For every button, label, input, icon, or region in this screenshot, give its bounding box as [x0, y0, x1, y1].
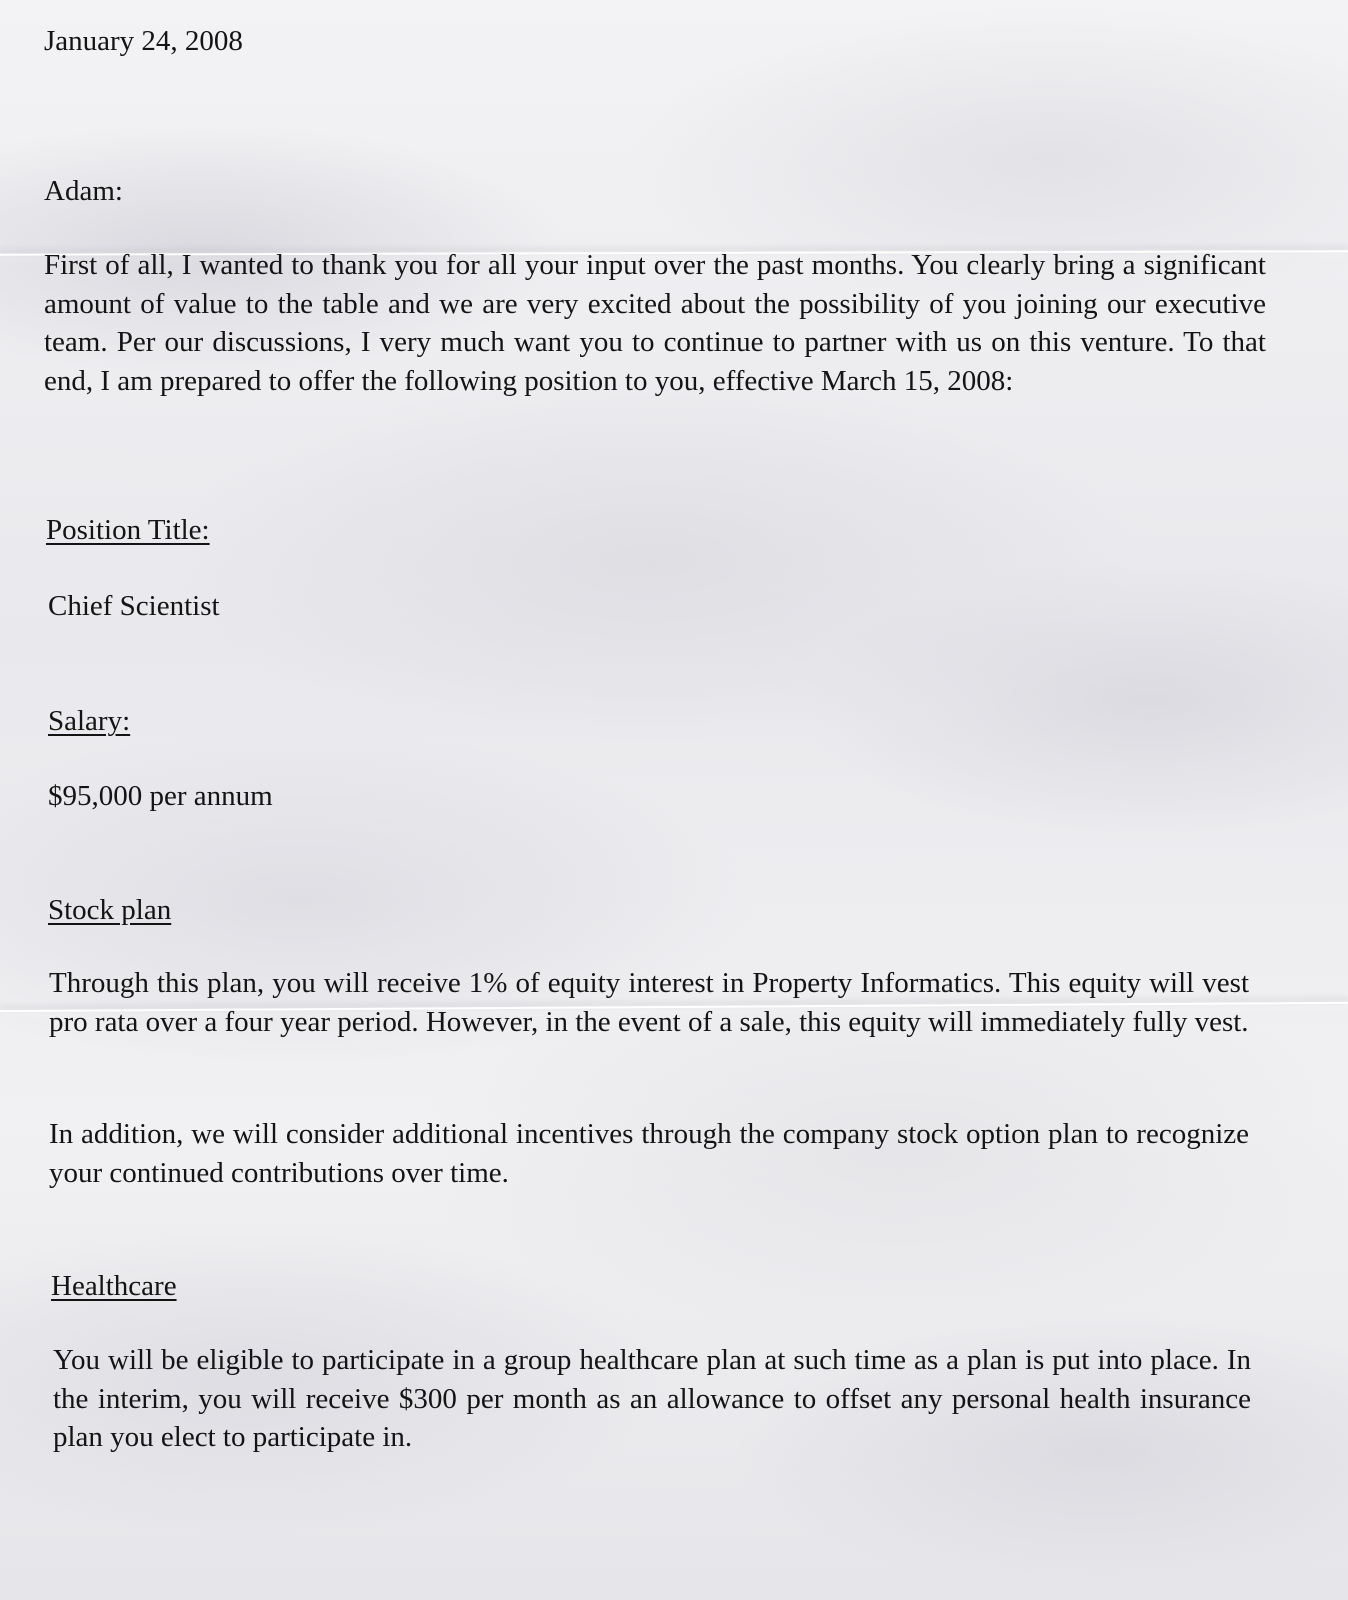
healthcare-heading: Healthcare	[51, 1270, 177, 1302]
intro-paragraph: First of all, I wanted to thank you for all your input over the past months. You clearly bring a significant amount of value to the table and we are very excited about the possibility of you joining our executive team. Per our discussions, I very much want you to continue to partner with us on this venture. To that end, I am prepared to offer the following position to you, effective March 15, 2008:	[44, 249, 1266, 397]
stock-plan-heading: Stock plan	[48, 894, 172, 926]
stock-option-paragraph: In addition, we will consider additional incentives through the company stock option plan to recognize your continued contributions over time.	[49, 1118, 1249, 1189]
position-title-value: Chief Scientist	[48, 590, 220, 622]
stock-plan-paragraph: Through this plan, you will receive 1% of equity interest in Property Informatics. This equity will vest pro rata over a four year period. However, in the event of a sale, this equity will immediately fully vest.	[49, 967, 1249, 1038]
letter-date: January 24, 2008	[44, 25, 243, 57]
salary-value: $95,000 per annum	[48, 780, 273, 812]
salary-heading: Salary:	[48, 705, 131, 737]
healthcare-paragraph: You will be eligible to participate in a group healthcare plan at such time as a plan is put into place. In the interim, you will receive $300 per month as an allowance to offset any personal health insurance plan you elect to participate in.	[53, 1344, 1251, 1454]
letter-salutation: Adam:	[44, 175, 123, 207]
position-title-heading: Position Title:	[46, 514, 210, 546]
